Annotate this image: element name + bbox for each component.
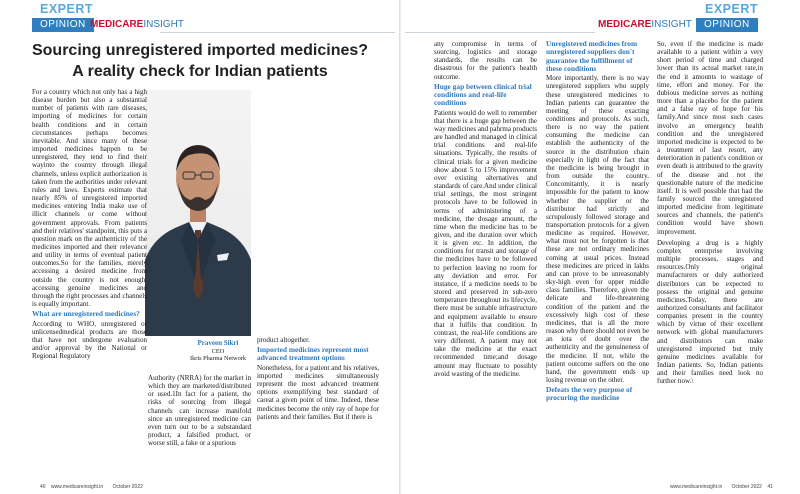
section-label-expert: EXPERT [40,2,94,16]
brand-logo-left [90,18,184,32]
paragraph: More importantly, there is no way unregistered suppliers who supply these unregistered medicines to Indian patients can guarantee the meeting of these exacting conditions and protocols. As such, there is no way the patient consuming the medicine can establish the authenticity of the source in the distribution chain especially in light of the fact that the medicine is being brought in from outside the country. Concomitantly, it is nearly impossible for the patient to know whether the supplier or the distributor had strictly and scrupulously followed storage and transportation protocols for a given medicine as required. However, what must not be forgotten is that these are not ordinary medicines coming at usual prices. Instead these medicines are priced in lakhs and can prove to be unreasonably sky-high even for upper middle class families. Therefore, given the delicate and life-threatening condition of the patient and the excessively high cost of these medicines, that is all the more reason why there should not even be an iota of doubt over the authenticity and the genuineness of the medicine. If not, while the patient outcome suffers on the one hand, the government ends up losing revenue on the other. [546,74,649,384]
page-number: 41 [767,484,773,490]
brand-insight: INSIGHT [651,19,692,30]
author-role: CEO [211,347,225,355]
subheading: Defeats the very purpose of procuring the medicine [546,385,633,403]
article-title [10,40,390,82]
column-2 [148,374,251,482]
column-3 [257,336,379,482]
paragraph: Authority (NRRA) for the market in which they are marketed/distributed or used.1In fact for a patient, the risks of sourcing from illegal channels can increase manifold since an unregistered medicine can even turn out to be a substandard product, a falsified product, or worse still, a fake or a spurious [148,374,251,448]
paragraph: For a country which not only has a high disease burden but also a substantial number of patients with rare diseases, importing of medicines for certain health conditions and in certain circumstances perhaps becomes inevitable. And since many of these imported medicines happen to be unregistered, they tend to find their wayinto the country through illegal channels, unless explicit authorization is taken from the authorities under relevant rules and laws. Experts estimate that nearly 85% of unregistered imported medicines entering India make use of illicit channels or come without government approvals. From patients and their relatives' standpoint, this puts a question mark on the authenticity of the medicines imported and their relevance and utility in terms of eventual patient outcomes.So for the families, merely accessing a desired medicine from outside the country is not enough, accessing genuine medicines and through the right processes and channels is equally important. [32,88,147,309]
title-line-1: Sourcing unregistered imported medicines? [31,42,369,59]
footer-url: www.medicareinsight.in [50,484,104,490]
paragraph: any compromise in terms of sourcing, logistics and storage standards, the results can be disastrous for the patient's health outcome. [434,40,537,81]
section-label-expert: EXPERT [705,2,759,16]
paragraph: According to WHO, unregistered or unlicensedmedical products are those that have not undergone evaluation and/or approval by the National or Regional Regulatory [32,319,147,361]
brand-insight: INSIGHT [143,19,184,30]
section-label-opinion: OPINION [696,18,758,32]
author-company: Ikris Pharma Network [190,355,246,362]
paragraph: product altogether. [257,336,310,344]
paragraph: Developing a drug is a highly complex enterprise involving multiple processes, stages and resources.Only original manufacturers or duly authorized distributors can be expected to possess the original and genuine medicines.Today, there are authorized consultants and facilitator companies present in the country which by virtue of their excellent network with global manufacturers and distributors can make unregistered imported but truly genuine medicines available for Indian patients. So, Indian patients and their families need look no further now.\ [657,238,763,386]
subheading: Imported medicines represent most advanced treatment options [257,345,369,363]
title-line-2: A reality check for Indian patients [72,63,328,80]
footer-right [670,484,773,490]
author-name: Praveen Sikri [197,339,239,347]
paragraph: Nonetheless, for a patient and his relatives, imported medicines simultaneously represent the most advanced treatment options exemplifying best standard of careat a given point of time. Indeed, these medicines become the only ray of hope for patients and their families. But if there is [257,363,379,421]
subheading: Huge gap between clinical trial conditions and real-life conditions [434,81,532,108]
column-6 [657,40,763,482]
brand-medicare: MEDICARE [90,19,144,30]
brand-medicare: MEDICARE [598,19,652,30]
footer-left [40,484,143,490]
subheading: What are unregistered medicines? [32,309,140,319]
footer-date: October 2022 [112,484,143,490]
section-label-opinion: OPINION [32,18,94,32]
footer-date: October 2022 [731,484,762,490]
footer-url: www.medicareinsight.in [670,484,723,490]
author-portrait [145,90,251,336]
subheading: Unregistered medicines from unregistered suppliers don't guarantee the fulfillment of these conditions [546,40,638,73]
header-rule-right [405,32,595,33]
paragraph: Patients would do well to remember that there is a huge gap between the way medicines and pahrma products are handled and managed in clinical trial conditions and real-life situations. Typically, the results of clinical trials for a given medicine show about 5 to 15% improvement over existing alternatives and standards of care.And under clinical trial settings, the most stringent protocols have to be followed in terms of administering of a medicine, the dosage amount, the time when the medicine has to be given, and the duration over which it is given etc. In addition, the conditions for transit and storage of the medicines have to be followed to perfection leaving no room for any deviation and error. For instance, if a medicine needs to be stored and preserved in sub-zero temperature throughout its lifecycle, there must be suitable infrastructure and equipment available to ensure that it fulfils that condition. In contrast, the real-life conditions are very different. A patient may not take the medicine at the exact recommended time;and dosage amount may fluctuate to possibly avoid wasting of the medicine. [434,108,537,378]
column-1 [32,88,147,482]
page-number: 40 [40,484,46,490]
paragraph: So, even if the medicine is made available to a patient within a very short period of time and charged lower than its actual market rate,in the end it amounts to wastage of time, effort and money. For the dubious medicine serves as nothing more than a placebo for the patient and a false ray of hope for his family.And since most such cases involve an emergency health condition and the unregistered imported medicine is expected to be a treatment of last resort, any deterioration in patient's condition or even death is attributed to the gravity of the disease and not the questionable nature of the medicine itself. It is well possible that had the family sourced the unregistered imported medicine from legitimate sources and channels, the patient's condition would have shown improvement. [657,40,763,236]
brand-logo-right [598,18,692,32]
author-caption [182,340,254,363]
page-gutter [399,0,401,494]
header-rule-left [160,32,395,33]
column-4 [434,40,537,482]
column-5 [546,40,649,482]
